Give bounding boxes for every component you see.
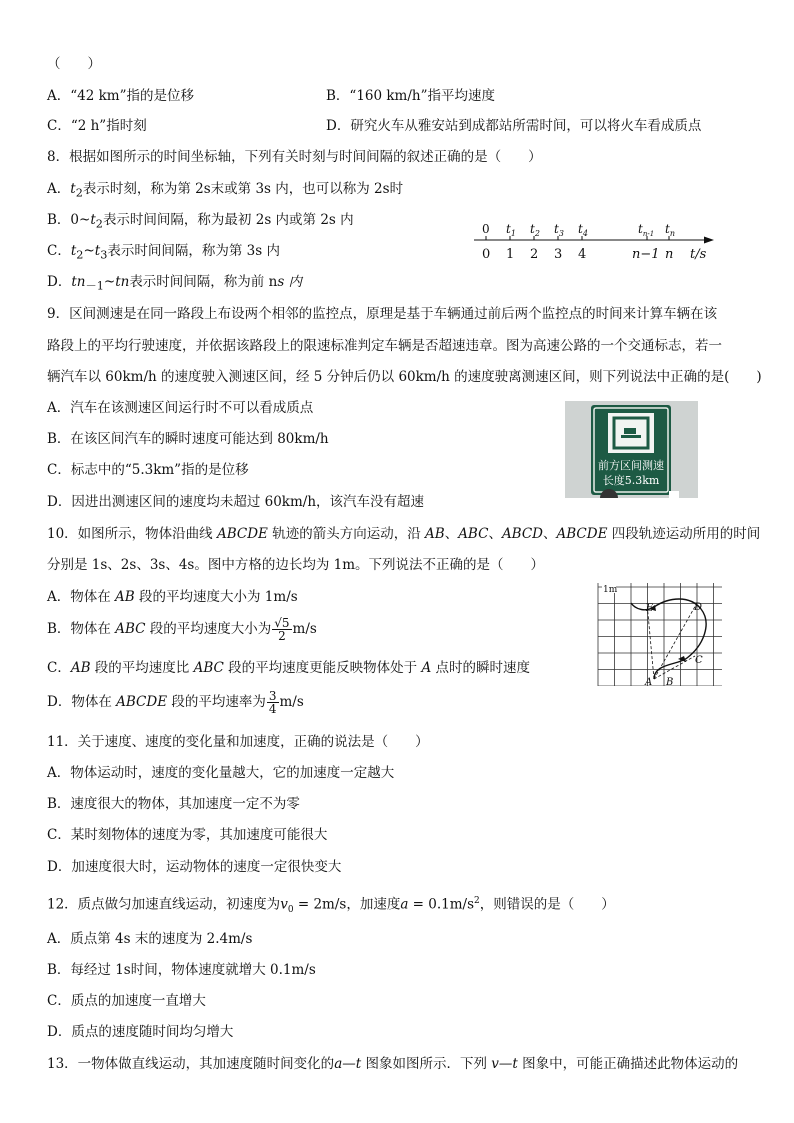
point-label-c: C xyxy=(695,655,703,666)
q12-stem: 12．质点做匀加速直线运动，初速度为$v_0 = 2m/s$，加速度$a = 0.1m/s^2$，则错误的是（ ） xyxy=(47,896,615,916)
q7-option-b: B．“160 km/h”指平均速度 xyxy=(326,88,496,104)
axis-top-label: $t_3$ xyxy=(554,222,564,238)
axis-bottom-label: t/s xyxy=(690,247,707,262)
point-label-e: E xyxy=(646,603,654,614)
axis-bottom-label: 3 xyxy=(554,247,563,262)
axis-top-label: $t_{n-1}$ xyxy=(638,222,655,238)
q10-option-c: C．AB 段的平均速度比 ABC 段的平均速度更能反映物体处于 A 点时的瞬时速度 xyxy=(47,660,530,676)
axis-top-label: $t_1$ xyxy=(506,222,516,238)
dashed-segment-ac xyxy=(654,656,695,679)
dashed-segment-ae xyxy=(647,603,654,679)
axis-top-label: $t_4$ xyxy=(578,222,588,238)
trajectory-grid-diagram xyxy=(594,583,726,686)
q7-option-a: A．“42 km”指的是位移 xyxy=(47,88,195,104)
point-label-d: D xyxy=(694,602,703,613)
axis-top-label: $t_2$ xyxy=(530,222,540,238)
axis-bottom-label: 2 xyxy=(530,247,539,262)
fraction-sqrt5-over-2: $\frac{√5}{2}$ xyxy=(274,616,290,643)
q7-option-d: D．研究火车从雅安站到成都站所需时间，可以将火车看成质点 xyxy=(326,118,702,134)
grid-unit-label: 1m xyxy=(603,585,618,595)
q12-option-c: C．质点的加速度一直增大 xyxy=(47,993,206,1009)
axis-bottom-label: 1 xyxy=(506,247,515,262)
q11-stem: 11．关于速度、速度的变化量和加速度，正确的说法是（ ） xyxy=(47,734,429,750)
time-axis-diagram xyxy=(468,218,718,266)
q12-option-a: A．质点第 4s 末的速度为 2.4m/s xyxy=(47,931,253,947)
q11-option-a: A．物体运动时，速度的变化量越大，它的加速度一定越大 xyxy=(47,765,395,781)
axis-bottom-label: 0 xyxy=(482,247,491,262)
q13-stem: 13．一物体做直线运动，其加速度随时间变化的a—t 图象如图所示．下列 v—t 图象中，可能正确描述此物体运动的 xyxy=(47,1056,739,1072)
traffic-sign-graphic xyxy=(565,401,698,498)
axis-top-label: 0 xyxy=(482,222,490,236)
q10-option-d: D．物体在 ABCDE 段的平均速率为 $\frac{3}{4}$ m/s xyxy=(47,689,304,716)
q7-bracket: （ ） xyxy=(47,56,101,72)
q10-stem-line2: 分别是 1s、2s、3s、4s。图中方格的边长均为 1m。下列说法不正确的是（ ） xyxy=(47,557,545,573)
q9-option-d: D．因进出测速区间的速度均未超过 60km/h，该汽车没有超速 xyxy=(47,494,425,510)
sign-text-line1: 前方区间测速 xyxy=(598,459,664,472)
q8-option-c: C．$t_2\sim t_3$表示时间间隔，称为第 3s 内 xyxy=(47,243,280,262)
point-label-b: B xyxy=(666,677,674,686)
q11-option-c: C．某时刻物体的速度为零，其加速度可能很大 xyxy=(47,827,328,843)
q12-option-b: B．每经过 1s时间，物体速度就增大 0.1m/s xyxy=(47,962,316,978)
q12-option-d: D．质点的速度随时间均匀增大 xyxy=(47,1024,234,1040)
q8-option-b: B．$0\sim t_2$表示时间间隔，称为最初 2s 内或第 2s 内 xyxy=(47,212,354,231)
traffic-sign-photo xyxy=(565,401,698,498)
fraction-3-over-4: $\frac{3}{4}$ xyxy=(268,689,277,716)
q7-option-c: C．“2 h”指时刻 xyxy=(47,118,147,134)
point-label-a: A xyxy=(645,677,653,686)
q8-option-d: D．$tn_{-1}\sim tn$表示时间间隔，称为前 ns 内 xyxy=(47,274,303,293)
sign-text-line2: 长度5.3km xyxy=(602,474,660,487)
q10-option-b: B．物体在 ABC 段的平均速度大小为 $\frac{√5}{2}$ m/s xyxy=(47,616,317,643)
axis-bottom-label: n−1 xyxy=(632,247,660,262)
time-axis-arrow xyxy=(704,237,714,244)
q11-option-b: B．速度很大的物体，其加速度一定不为零 xyxy=(47,796,300,812)
q10-stem-line1: 10．如图所示，物体沿曲线 ABCDE 轨迹的箭头方向运动，沿 AB、ABC、ABCD、ABCDE 四段轨迹运动所用的时间 xyxy=(47,526,761,542)
axis-bottom-label: 4 xyxy=(578,247,587,262)
q9-option-c: C．标志中的“5.3km”指的是位移 xyxy=(47,462,249,478)
q8-stem: 8．根据如图所示的时间坐标轴，下列有关时刻与时间间隔的叙述正确的是（ ） xyxy=(47,149,542,165)
q9-option-b: B．在该区间汽车的瞬时速度可能达到 80km/h xyxy=(47,431,329,447)
q11-option-d: D．加速度很大时，运动物体的速度一定很快变大 xyxy=(47,859,342,875)
q8-option-a: A．$t_2$表示时刻，称为第 2s末或第 3s 内，也可以称为 2s时 xyxy=(47,181,404,200)
q9-stem-line2: 路段上的平均行驶速度，并依据该路段上的限速标准判定车辆是否超速违章。图为高速公路的一个交通标志，若一 xyxy=(47,338,722,354)
q9-stem-line3: 辆汽车以 60km/h 的速度驶入测速区间，经 5 分钟后仍以 60km/h 的速度驶离测速区间，则下列说法中正确的是( ) xyxy=(47,369,762,385)
grid-lines xyxy=(598,583,722,686)
axis-top-label: $t_n$ xyxy=(665,222,675,238)
q9-stem-line1: 9．区间测速是在同一路段上布设两个相邻的监控点，原理是基于车辆通过前后两个监控点的时间来计算车辆在该 xyxy=(47,306,718,322)
q10-option-a: A．物体在 AB 段的平均速度大小为 1m/s xyxy=(47,589,298,605)
q9-option-a: A．汽车在该测速区间运行时不可以看成质点 xyxy=(47,400,314,416)
axis-bottom-label: n xyxy=(665,247,674,262)
